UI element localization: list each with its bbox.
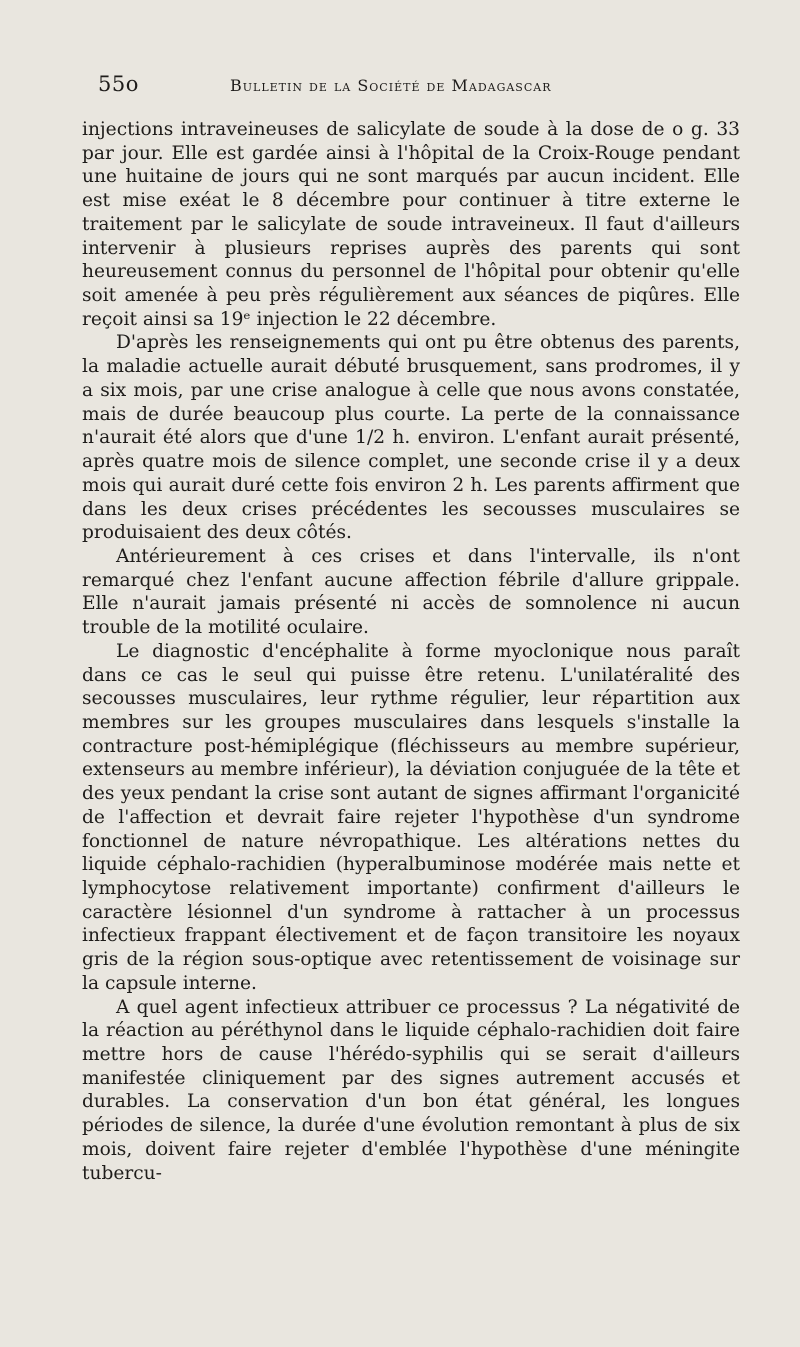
body-text (82, 118, 740, 1185)
paragraph-5: A quel agent infectieux attribuer ce processus ? La négativité de la réaction au péréthynol dans le liquide céphalo-rachidien doit faire mettre hors de cause l'hérédo-syphilis qui se serait d'ailleurs manifestée cliniquement par des signes autrement accusés et durables. La conservation d'un bon état général, les longues périodes de silence, la durée d'une évolution remontant à plus de six mois, doivent faire rejeter d'emblée l'hypothèse d'une méningite tubercu- (82, 996, 740, 1184)
paragraph-1: injections intraveineuses de salicylate de soude à la dose de o g. 33 par jour. Elle est gardée ainsi à l'hôpital de la Croix-Rouge pendant une huitaine de jours qui ne sont marqués par aucun incident. Elle est mise exéat le 8 décembre pour continuer à titre externe le traitement par le salicylate de soude intraveineux. Il faut d'ailleurs intervenir à plusieurs reprises auprès des parents qui sont heureusement connus du personnel de l'hôpital pour obtenir qu'elle soit amenée à peu près régulièrement aux séances de piqûres. Elle reçoit ainsi sa 19ᵉ injection le 22 décembre. (82, 119, 740, 330)
page-number: 55o (98, 72, 139, 96)
paragraph-3: Antérieurement à ces crises et dans l'intervalle, ils n'ont remarqué chez l'enfant aucune affection fébrile d'allure grippale. Elle n'aurait jamais présenté ni accès de somnolence ni aucun trouble de la motilité oculaire. (82, 545, 740, 639)
page-header (98, 72, 730, 102)
paragraph-2: D'après les renseignements qui ont pu être obtenus des parents, la maladie actuelle aurait débuté brusquement, sans prodromes, il y a six mois, par une crise analogue à celle que nous avons constatée, mais de durée beaucoup plus courte. La perte de la connaissance n'aurait été alors que d'une 1/2 h. environ. L'enfant aurait présenté, après quatre mois de silence complet, une seconde crise il y a deux mois qui aurait duré cette fois environ 2 h. Les parents affirment que dans les deux crises précédentes les secousses musculaires se produisaient des deux côtés. (82, 332, 740, 544)
paragraph-4: Le diagnostic d'encéphalite à forme myoclonique nous paraît dans ce cas le seul qui puisse être retenu. L'unilatéralité des secousses musculaires, leur rythme régulier, leur répartition aux membres sur les groupes musculaires dans lesquels s'installe la contracture post-hémiplégique (fléchisseurs au membre supérieur, extenseurs au membre inférieur), la déviation conjuguée de la tête et des yeux pendant la crise sont autant de signes affirmant l'organicité de l'affection et devrait faire rejeter l'hypothèse d'un syndrome fonctionnel de nature névropathique. Les altérations nettes du liquide céphalo-rachidien (hyperalbuminose modérée mais nette et lymphocytose relativement importante) confirment d'ailleurs le caractère lésionnel d'un syndrome à rattacher à un processus infectieux frappant électivement et de façon transitoire les noyaux gris de la région sous-optique avec retentissement de voisinage sur la capsule interne. (82, 640, 740, 994)
running-title: Bulletin de la Société de Madagascar (230, 76, 552, 95)
